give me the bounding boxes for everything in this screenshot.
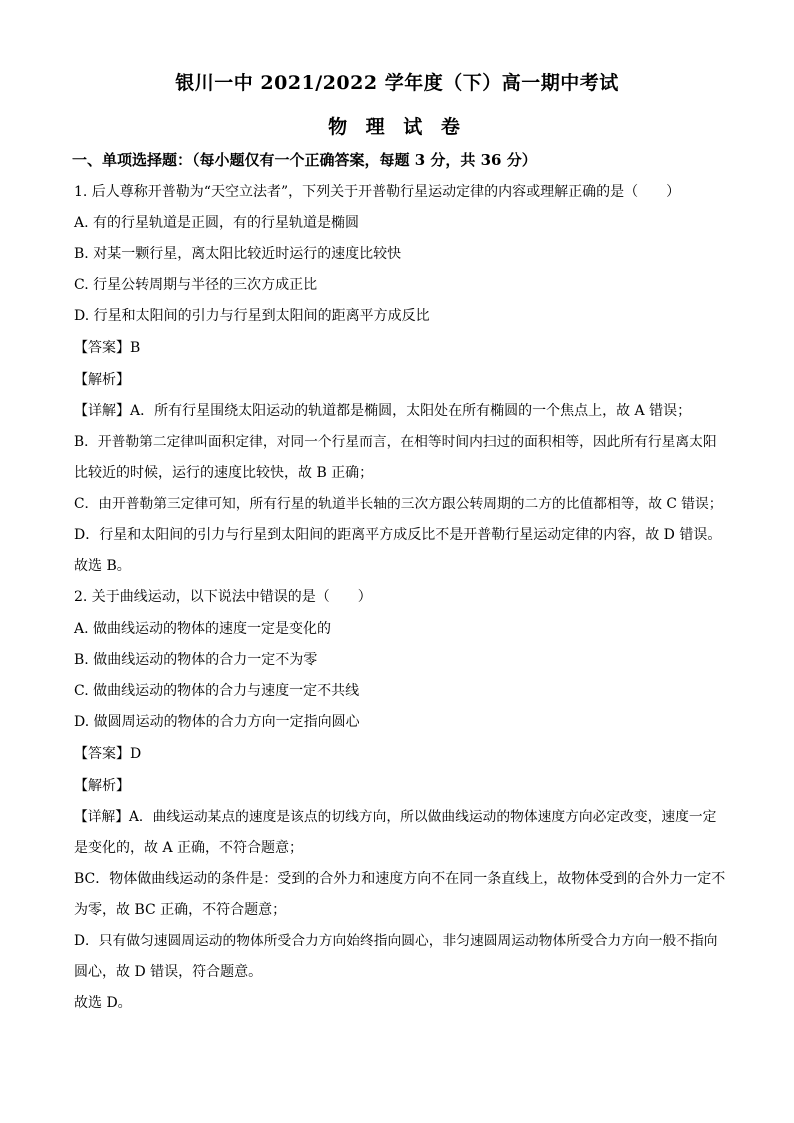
question-2-detail-line: 圆心，故 D 错误，符合题意。 [74,964,263,980]
question-2-stem: 2. 关于曲线运动，以下说法中错误的是（ ） [74,589,372,605]
question-2-detail-line: 【详解】A．曲线运动某点的速度是该点的切线方向，所以做曲线运动的物体速度方向必定改变，速度一定 [74,809,717,825]
question-2-detail-line: D．只有做匀速圆周运动的物体所受合力方向始终指向圆心，非匀速圆周运动物体所受合力方向一般不指向 [74,933,718,949]
question-2-option-a: A. 做曲线运动的物体的速度一定是变化的 [74,621,332,637]
section-heading: 一、单项选择题：（每小题仅有一个正确答案，每题 3 分，共 36 分） [72,151,537,169]
question-1-option-a: A. 有的行星轨道是正圆，有的行星轨道是椭圆 [74,215,360,231]
exam-subtitle: 物 理 试 卷 [328,116,466,138]
question-2-detail-line: 为零，故 BC 正确，不符合题意； [74,902,287,918]
question-1-detail-line: D．行星和太阳间的引力与行星到太阳间的距离平方成反比不是开普勒行星运动定律的内容，故 D 错误。 [74,527,722,543]
question-2-analysis: 【解析】 [74,778,130,794]
question-2-option-c: C. 做曲线运动的物体的合力与速度一定不共线 [74,683,360,699]
question-1-detail-line: C．由开普勒第三定律可知，所有行星的轨道半长轴的三次方跟公转周期的二方的比值都相等，故 C 错误； [74,496,723,512]
question-1-option-d: D. 行星和太阳间的引力与行星到太阳间的距离平方成反比 [74,308,430,324]
question-1-detail-line: 比较近的时候，运行的速度比较快，故 B 正确； [74,465,374,481]
question-1-option-b: B. 对某一颗行星，离太阳比较近时运行的速度比较快 [74,246,402,262]
question-1-detail-line: B．开普勒第二定律叫面积定律，对同一个行星而言，在相等时间内扫过的面积相等，因此所有行星离太阳 [74,434,717,450]
question-2-conclusion: 故选 D。 [74,995,132,1011]
question-2-option-b: B. 做曲线运动的物体的合力一定不为零 [74,652,318,668]
question-2-answer: 【答案】D [74,746,142,762]
question-1-option-c: C. 行星公转周期与半径的三次方成正比 [74,277,318,293]
question-1-stem: 1. 后人尊称开普勒为“天空立法者”，下列关于开普勒行星运动定律的内容或理解正确的是（ ） [74,184,681,200]
question-1-answer: 【答案】B [74,340,141,356]
question-1-detail-line: 【详解】A．所有行星围绕太阳运动的轨道都是椭圆，太阳处在所有椭圆的一个焦点上，故 A 错误； [74,403,692,419]
question-1-conclusion: 故选 B。 [74,558,131,574]
exam-title: 银川一中 2021/2022 学年度（下）高一期中考试 [175,72,619,94]
question-2-detail-line: BC．物体做曲线运动的条件是：受到的合外力和速度方向不在同一条直线上，故物体受到的合外力一定不 [74,871,726,887]
question-2-option-d: D. 做圆周运动的物体的合力方向一定指向圆心 [74,714,360,730]
question-2-detail-line: 是变化的，故 A 正确，不符合题意； [74,840,304,856]
question-1-analysis: 【解析】 [74,372,130,388]
